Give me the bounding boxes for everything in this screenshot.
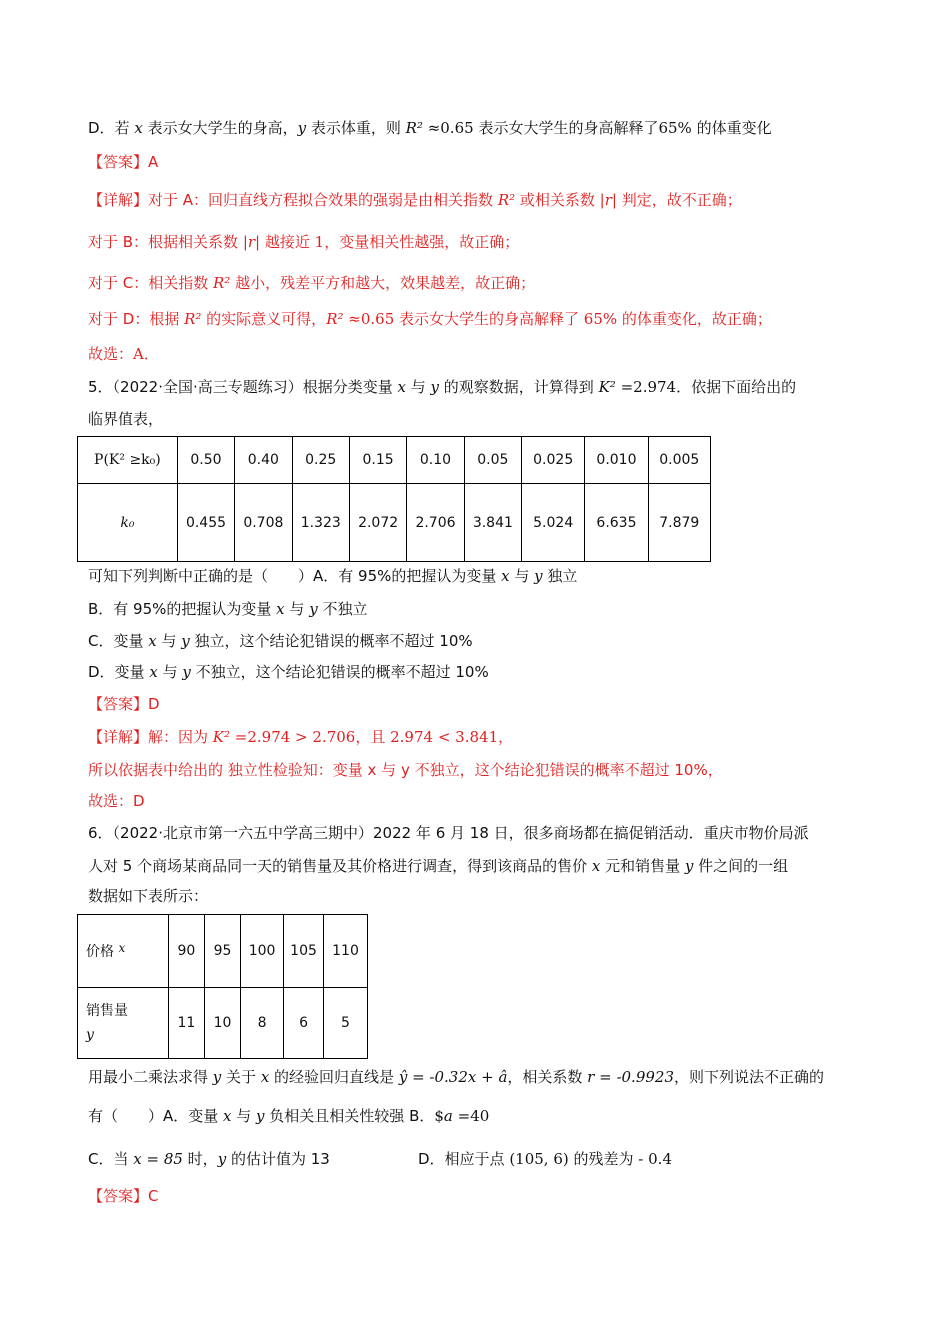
text-segment: 临界值表， bbox=[88, 410, 164, 428]
question-6-option-d bbox=[418, 1149, 672, 1169]
text-segment: 6．（2022·北京市第一六五中学高三期中）2022 年 6 月 18 日，很多商场都在搞促销活动．重庆市物价局派 bbox=[88, 824, 809, 842]
prob-cell: 0.05 bbox=[464, 437, 521, 484]
text-segment: 【详解】解：因为 bbox=[88, 728, 213, 746]
text-segment: 的经验回归直线是 bbox=[269, 1068, 399, 1086]
text-segment: D．若 bbox=[88, 119, 135, 137]
critical-cell: 2.072 bbox=[349, 484, 406, 562]
critical-row bbox=[78, 484, 711, 562]
math-number: $ bbox=[434, 1107, 444, 1125]
math-expression: x bbox=[223, 1107, 232, 1125]
math-expression: R² bbox=[184, 310, 202, 328]
text-segment: 的估计值为 13 bbox=[226, 1150, 330, 1168]
math-expression: x bbox=[149, 663, 158, 681]
text-segment: 故选： bbox=[88, 345, 134, 363]
math-expression: x bbox=[134, 119, 143, 137]
question-6-option-c bbox=[88, 1149, 330, 1169]
price-cell: 100 bbox=[241, 915, 284, 988]
text-segment: 时， bbox=[182, 1150, 218, 1168]
text-segment: 对于 D：根据 bbox=[88, 310, 185, 328]
text-segment: C．当 bbox=[88, 1150, 134, 1168]
math-expression: y bbox=[182, 663, 191, 681]
math-expression: x bbox=[148, 632, 157, 650]
critical-cell: 0.708 bbox=[235, 484, 292, 562]
math-expression: ŷ = -0.32x + â bbox=[398, 1068, 508, 1086]
text-segment: 表示女大学生的身高解释了 bbox=[478, 119, 659, 137]
math-expression: K² bbox=[212, 728, 231, 746]
critical-value-table bbox=[77, 436, 711, 562]
math-expression: y bbox=[297, 119, 307, 137]
math-expression: y bbox=[181, 632, 190, 650]
math-number: 1 bbox=[314, 233, 325, 251]
math-expression: a bbox=[443, 1107, 453, 1125]
question-6-stem-cont2 bbox=[88, 886, 208, 906]
text-segment: ，相关系数 bbox=[507, 1068, 588, 1086]
explanation-b bbox=[88, 232, 519, 252]
text-segment: 元和销售量 bbox=[600, 857, 685, 875]
critical-cell: 1.323 bbox=[292, 484, 349, 562]
sales-cell: 11 bbox=[168, 988, 204, 1059]
math-expression: x bbox=[397, 378, 406, 396]
probability-row bbox=[78, 437, 711, 484]
math-number: =40 bbox=[452, 1107, 490, 1125]
math-expression: y bbox=[212, 1068, 222, 1086]
math-number: 65% bbox=[583, 310, 618, 328]
math-number: 65% bbox=[658, 119, 692, 137]
text-segment: 的体重变化 bbox=[691, 119, 772, 137]
answer-q6 bbox=[88, 1186, 158, 1206]
price-sales-table bbox=[77, 914, 368, 1059]
text-segment: 故选：D bbox=[88, 792, 145, 810]
text-segment: 与 bbox=[157, 663, 183, 681]
math-number: - 0.4 bbox=[638, 1150, 672, 1168]
text-segment: 【答案】C bbox=[88, 1187, 159, 1205]
table1-k0-cell: k₀ bbox=[78, 484, 178, 562]
sales-cell: 8 bbox=[241, 988, 284, 1059]
text-segment: 的体重变化，故正确； bbox=[617, 310, 772, 328]
prob-cell: 0.15 bbox=[349, 437, 406, 484]
math-expression: y bbox=[309, 600, 318, 618]
text-segment: D．变量 bbox=[88, 663, 150, 681]
price-label: 价格 bbox=[86, 944, 114, 960]
text-segment: 表示体重，则 bbox=[306, 119, 406, 137]
explanation-a bbox=[88, 190, 742, 210]
text-segment: 关于 bbox=[221, 1068, 261, 1086]
text-segment: ． bbox=[143, 345, 159, 363]
text-segment: 越小，残差平方和越大，效果越差，故正确； bbox=[230, 274, 536, 292]
math-expression: y bbox=[684, 857, 694, 875]
text-segment: 可知下列判断中正确的是（ ）A．有 95%的把握认为变量 bbox=[88, 567, 502, 585]
text-segment: ．依据下面给出的 bbox=[676, 378, 797, 396]
sales-label: 销售量 bbox=[86, 1003, 128, 1019]
text-segment: 越接近 bbox=[260, 233, 315, 251]
critical-cell: 6.635 bbox=[585, 484, 648, 562]
sales-cell: 10 bbox=[204, 988, 240, 1059]
critical-cell: 7.879 bbox=[648, 484, 710, 562]
text-segment: 不独立，这个结论犯错误的概率不超过 10% bbox=[190, 663, 489, 681]
critical-cell: 0.455 bbox=[177, 484, 234, 562]
text-segment: 表示女大学生的身高解释了 bbox=[399, 310, 584, 328]
explanation-c bbox=[88, 273, 535, 293]
text-segment: 表示女大学生的身高， bbox=[142, 119, 298, 137]
price-cell: 105 bbox=[284, 915, 324, 988]
question-5-option-c bbox=[88, 631, 473, 651]
explanation-q5 bbox=[88, 727, 513, 747]
text-segment: 不独立 bbox=[317, 600, 368, 618]
math-expression: r = -0.9923 bbox=[587, 1068, 675, 1086]
price-row bbox=[78, 915, 368, 988]
question-5-stem-cont bbox=[88, 409, 163, 429]
math-expression: x bbox=[276, 600, 285, 618]
table1-header-cell: P(K² ≥k₀) bbox=[78, 437, 178, 484]
question-5-option-d bbox=[88, 662, 489, 682]
text-segment: 件之间的一组 bbox=[693, 857, 789, 875]
question-6-stem-cont bbox=[88, 856, 788, 876]
math-expression: y bbox=[256, 1107, 265, 1125]
text-segment: 独立，这个结论犯错误的概率不超过 10% bbox=[189, 632, 473, 650]
prob-cell: 0.40 bbox=[235, 437, 292, 484]
explanation-d bbox=[88, 309, 772, 329]
choice-q4 bbox=[88, 344, 159, 364]
text-segment: 的观察数据，计算得到 bbox=[439, 378, 599, 396]
price-var: x bbox=[118, 941, 126, 955]
price-cell: 90 bbox=[168, 915, 204, 988]
answer-q5 bbox=[88, 694, 160, 714]
text-segment: 独立 bbox=[542, 567, 578, 585]
prob-cell: 0.10 bbox=[407, 437, 464, 484]
text-segment: 的残差为 bbox=[568, 1150, 639, 1168]
math-expression: x bbox=[260, 1068, 270, 1086]
math-expression: y bbox=[217, 1150, 227, 1168]
prob-cell: 0.025 bbox=[522, 437, 585, 484]
prob-cell: 0.50 bbox=[177, 437, 234, 484]
math-expression: y bbox=[534, 567, 543, 585]
text-segment: 有（ ）A．变量 bbox=[88, 1107, 224, 1125]
math-expression: x = 85 bbox=[133, 1150, 183, 1168]
price-label-cell bbox=[78, 915, 169, 988]
sales-var: y bbox=[86, 1027, 94, 1043]
question-6-regression bbox=[88, 1067, 824, 1087]
critical-cell: 3.841 bbox=[464, 484, 521, 562]
math-number: =2.974 > 2.706 bbox=[230, 728, 356, 746]
text-segment: D．相应于点 bbox=[418, 1150, 510, 1168]
text-segment: 对于 B：根据相关系数 bbox=[88, 233, 243, 251]
text-segment: 所以依据表中给出的 独立性检验知：变量 x 与 y 不独立，这个结论犯错误的概率不超过 10%， bbox=[88, 761, 723, 779]
question-6-stem bbox=[88, 823, 809, 843]
prob-cell: 0.010 bbox=[585, 437, 648, 484]
prob-cell: 0.25 bbox=[292, 437, 349, 484]
text-segment: 数据如下表所示： bbox=[88, 887, 209, 905]
text-segment: 【答案】A bbox=[88, 153, 159, 171]
math-expression: R² bbox=[213, 274, 231, 292]
math-expression: R² bbox=[497, 191, 516, 209]
text-segment: ，且 bbox=[355, 728, 391, 746]
text-segment: 或相关系数 bbox=[515, 191, 600, 209]
text-segment: ，则下列说法不正确的 bbox=[674, 1068, 825, 1086]
math-number: A bbox=[133, 345, 144, 363]
price-cell: 110 bbox=[324, 915, 368, 988]
choice-q5 bbox=[88, 791, 145, 811]
question-5-stem bbox=[88, 377, 796, 397]
math-number: (105, 6) bbox=[509, 1150, 569, 1168]
math-expression: K² bbox=[598, 378, 616, 396]
text-segment: 判定，故不正确； bbox=[616, 191, 742, 209]
option-d-q4 bbox=[88, 118, 772, 138]
text-segment: 5．（2022·全国·高三专题练习）根据分类变量 bbox=[88, 378, 398, 396]
math-expression: x bbox=[501, 567, 510, 585]
math-expression: x bbox=[591, 857, 601, 875]
text-segment: 的实际意义可得， bbox=[201, 310, 327, 328]
text-segment: ， bbox=[498, 728, 514, 746]
text-segment: 与 bbox=[509, 567, 535, 585]
question-5-option-a bbox=[88, 566, 577, 586]
math-expression: R² bbox=[405, 119, 423, 137]
text-segment: C．变量 bbox=[88, 632, 149, 650]
text-segment: 与 bbox=[231, 1107, 257, 1125]
math-expression: R² bbox=[326, 310, 344, 328]
sales-row bbox=[78, 988, 368, 1059]
price-cell: 95 bbox=[204, 915, 240, 988]
answer-q4 bbox=[88, 152, 158, 172]
math-number: ≈0.65 bbox=[422, 119, 479, 137]
text-segment: ，变量相关性越强，故正确； bbox=[324, 233, 520, 251]
text-segment: 对于 C：相关指数 bbox=[88, 274, 214, 292]
question-5-option-b bbox=[88, 599, 367, 619]
prob-cell: 0.005 bbox=[648, 437, 710, 484]
math-expression: y bbox=[430, 378, 440, 396]
critical-cell: 5.024 bbox=[522, 484, 585, 562]
sales-cell: 5 bbox=[324, 988, 368, 1059]
text-segment: B．有 95%的把握认为变量 bbox=[88, 600, 277, 618]
text-segment: 与 bbox=[406, 378, 431, 396]
math-number: =2.974 bbox=[615, 378, 677, 396]
math-number: ≈0.65 bbox=[343, 310, 400, 328]
text-segment: 【详解】对于 A：回归直线方程拟合效果的强弱是由相关指数 bbox=[88, 191, 498, 209]
text-segment: 【答案】D bbox=[88, 695, 160, 713]
math-number: 2.974 < 3.841 bbox=[390, 728, 499, 746]
text-segment: 与 bbox=[284, 600, 310, 618]
sales-cell: 6 bbox=[284, 988, 324, 1059]
question-6-option-ab bbox=[88, 1106, 489, 1126]
critical-cell: 2.706 bbox=[407, 484, 464, 562]
text-segment: 负相关且相关性较强 B． bbox=[264, 1107, 435, 1125]
math-expression: |r| bbox=[242, 233, 261, 251]
text-segment: 用最小二乘法求得 bbox=[88, 1068, 213, 1086]
explanation-q5-cont bbox=[88, 760, 723, 780]
text-segment: 人对 5 个商场某商品同一天的销售量及其价格进行调查，得到该商品的售价 bbox=[88, 857, 592, 875]
sales-label-cell bbox=[78, 988, 169, 1059]
math-expression: |r| bbox=[599, 191, 617, 209]
text-segment: 与 bbox=[156, 632, 182, 650]
